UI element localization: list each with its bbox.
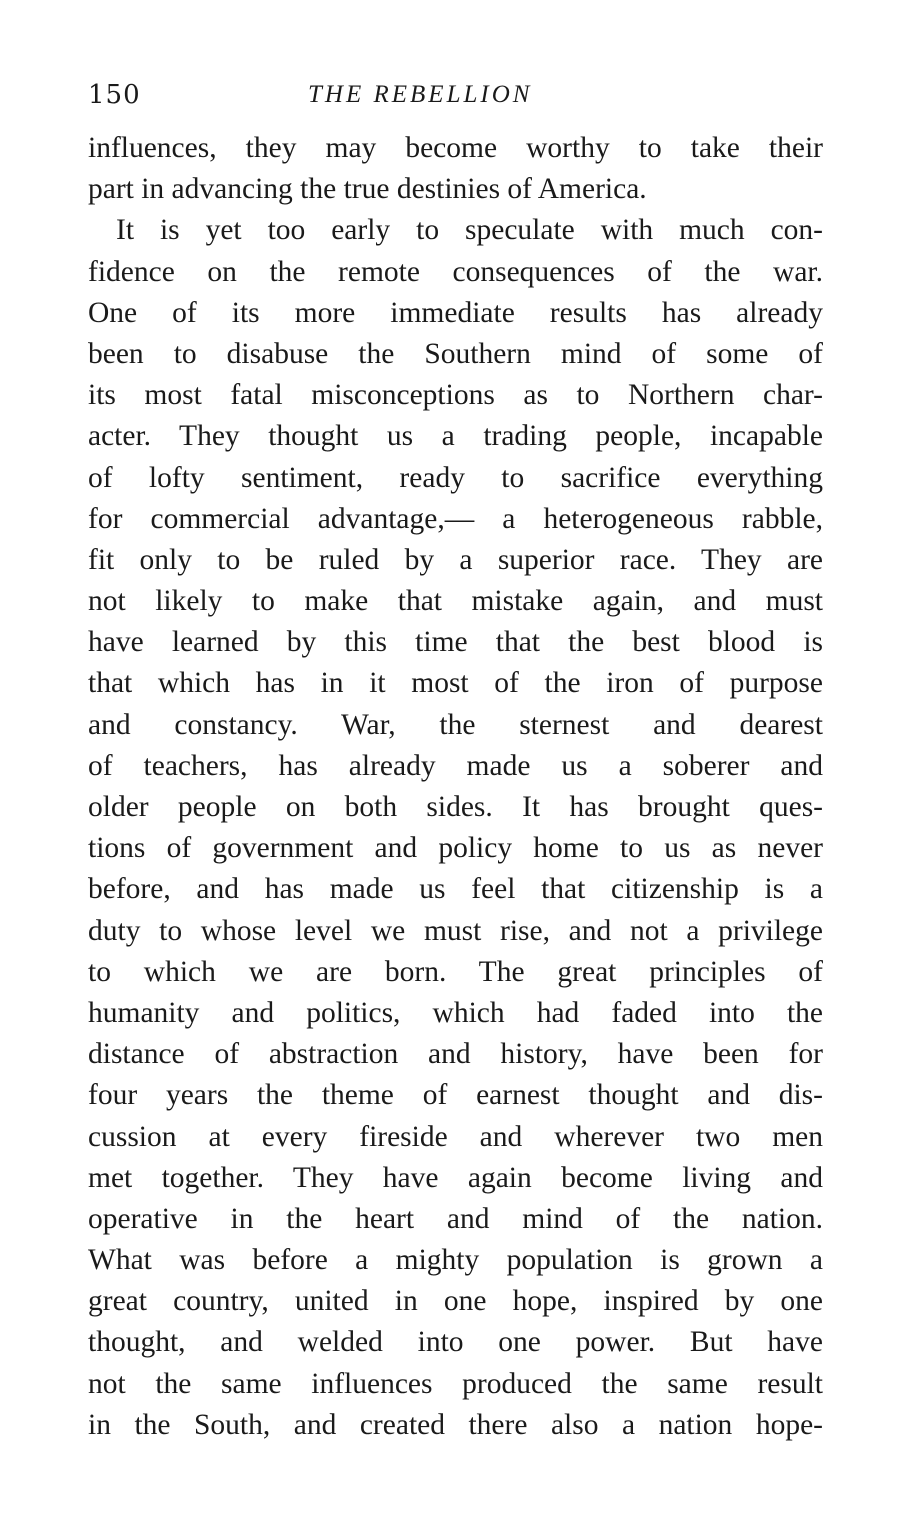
text-line: It is yet too early to speculate with much con- — [116, 214, 823, 247]
text-line: fit only to be ruled by a superior race. They are — [88, 543, 823, 576]
text-line: of teachers, has already made us a soberer and — [88, 749, 823, 782]
text-line: been to disabuse the Southern mind of some of — [88, 337, 823, 370]
text-line: that which has in it most of the iron of purpose — [88, 667, 823, 700]
text-line: duty to whose level we must rise, and not a privilege — [88, 914, 823, 947]
text-line: One of its more immediate results has already — [88, 296, 823, 329]
text-line: humanity and politics, which had faded into the — [88, 996, 823, 1029]
text-line: met together. They have again become living and — [88, 1161, 823, 1194]
running-head — [88, 78, 823, 112]
text-line: thought, and welded into one power. But have — [88, 1326, 823, 1359]
text-line: for commercial advantage,— a heterogeneous rabble, — [88, 502, 823, 535]
text-line: to which we are born. The great principles of — [88, 955, 823, 988]
text-line: in the South, and created there also a nation hope- — [88, 1408, 823, 1441]
text-line: not the same influences produced the same result — [88, 1367, 823, 1400]
text-line: fidence on the remote consequences of the war. — [88, 255, 823, 288]
text-line: cussion at every fireside and wherever two men — [88, 1120, 823, 1153]
running-title: THE REBELLION — [308, 81, 533, 108]
text-line: tions of government and policy home to us as never — [88, 832, 823, 865]
text-line: before, and has made us feel that citizenship is a — [88, 873, 823, 906]
text-line: have learned by this time that the best blood is — [88, 626, 823, 659]
text-line: operative in the heart and mind of the nation. — [88, 1202, 823, 1235]
text-line: influences, they may become worthy to take their — [88, 132, 823, 164]
text-line: acter. They thought us a trading people, incapable — [88, 420, 823, 453]
text-line: and constancy. War, the sternest and dearest — [88, 708, 823, 741]
text-line: four years the theme of earnest thought and dis- — [88, 1079, 823, 1112]
body-text — [88, 128, 823, 1446]
text-line: part in advancing the true destinies of America. — [88, 173, 647, 206]
text-line: great country, united in one hope, inspired by one — [88, 1285, 823, 1318]
text-line: of lofty sentiment, ready to sacrifice everything — [88, 461, 823, 494]
text-line: its most fatal misconceptions as to Northern char- — [88, 379, 823, 412]
text-line: distance of abstraction and history, have been for — [88, 1038, 823, 1071]
page-number: 150 — [88, 80, 141, 110]
text-line: not likely to make that mistake again, and must — [88, 585, 823, 618]
text-line: older people on both sides. It has brought ques- — [88, 791, 823, 823]
text-line: What was before a mighty population is grown a — [88, 1244, 823, 1277]
